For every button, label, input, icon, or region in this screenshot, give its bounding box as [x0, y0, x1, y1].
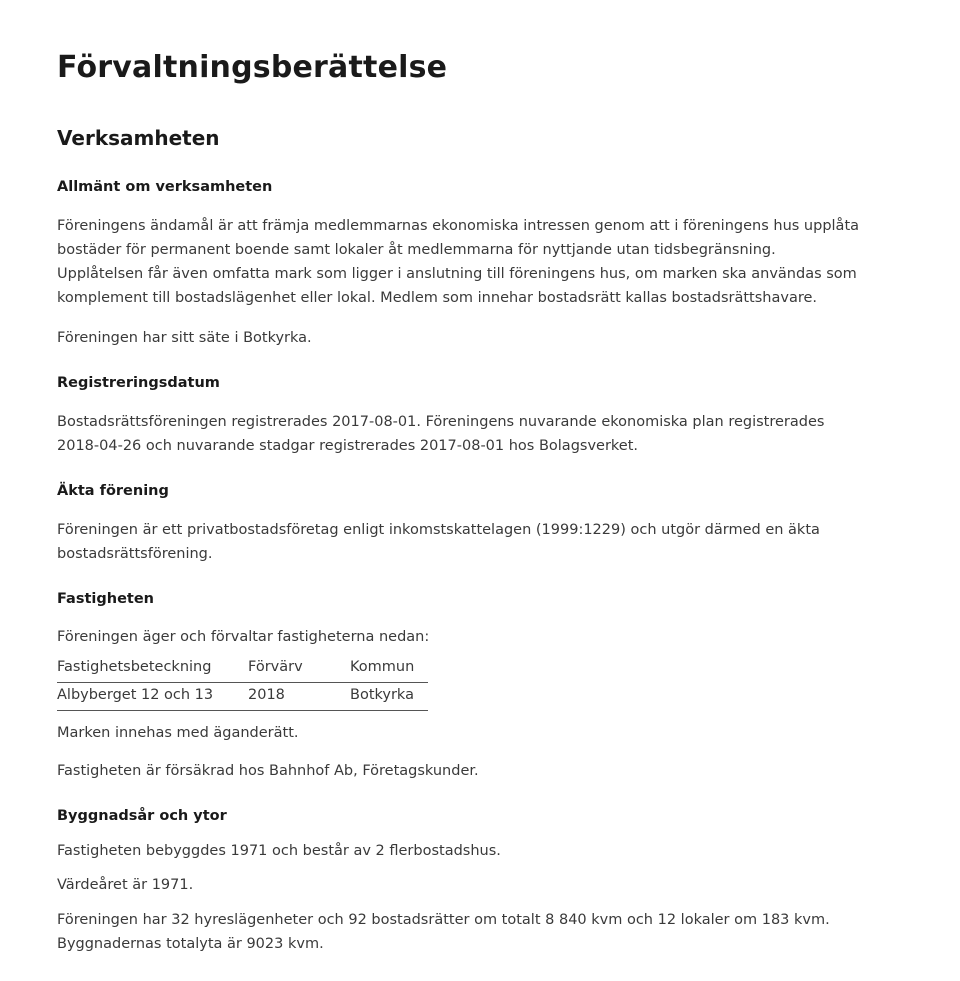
heading-fastigheten: Fastigheten [57, 591, 154, 607]
allmant-line-4: komplement till bostadslägenhet eller lokal. Medlem som innehar bostadsrätt kallas bostadsrättshavare. [57, 290, 817, 306]
registrering-line-2: 2018-04-26 och nuvarande stadgar registrerades 2017-08-01 hos Bolagsverket. [57, 438, 639, 454]
fastigheten-forsakring: Fastigheten är försäkrad hos Bahnhof Ab, Företagskunder. [57, 763, 479, 779]
fastigheten-mark: Marken innehas med äganderätt. [57, 725, 299, 741]
allmant-line-3: Upplåtelsen får även omfatta mark som ligger i anslutning till föreningens hus, om marken ska användas som [57, 266, 857, 282]
column-header-kommun: Kommun [350, 659, 415, 675]
heading-byggnadsar: Byggnadsår och ytor [57, 808, 227, 824]
fastigheten-intro: Föreningen äger och förvaltar fastigheterna nedan: [57, 629, 430, 645]
section-heading-verksamheten: Verksamheten [57, 126, 220, 150]
table-header-row [57, 655, 428, 683]
byggnad-ytor-line-1: Föreningen har 32 hyreslägenheter och 92 bostadsrätter om totalt 8 840 kvm och 12 lokaler om 183 kvm. [57, 912, 830, 928]
allmant-sate: Föreningen har sitt säte i Botkyrka. [57, 330, 312, 346]
byggnad-ytor-line-2: Byggnadernas totalyta är 9023 kvm. [57, 936, 324, 952]
page-title: Förvaltningsberättelse [57, 50, 448, 85]
cell-forvarv: 2018 [248, 687, 285, 703]
byggnad-bebyggdes: Fastigheten bebyggdes 1971 och består av 2 flerbostadshus. [57, 843, 501, 859]
akta-line-2: bostadsrättsförening. [57, 546, 213, 562]
akta-line-1: Föreningen är ett privatbostadsföretag enligt inkomstskattelagen (1999:1229) och utgör därmed en äkta [57, 522, 820, 538]
heading-allmant: Allmänt om verksamheten [57, 179, 273, 195]
byggnad-vardear: Värdeåret är 1971. [57, 877, 194, 893]
column-header-fastighetsbeteckning: Fastighetsbeteckning [57, 659, 212, 675]
column-header-forvarv: Förvärv [248, 659, 303, 675]
heading-registreringsdatum: Registreringsdatum [57, 375, 220, 391]
registrering-line-1: Bostadsrättsföreningen registrerades 2017-08-01. Föreningens nuvarande ekonomiska plan registrerades [57, 414, 825, 430]
cell-fastighetsbeteckning: Albyberget 12 och 13 [57, 687, 214, 703]
table-row [57, 683, 428, 711]
fastighet-table [57, 655, 428, 711]
heading-akta-forening: Äkta förening [57, 483, 169, 499]
cell-kommun: Botkyrka [350, 687, 414, 703]
allmant-line-2: bostäder för permanent boende samt lokaler åt medlemmarna för nyttjande utan tidsbegränsning. [57, 242, 776, 258]
allmant-line-1: Föreningens ändamål är att främja medlemmarnas ekonomiska intressen genom att i föreningens hus upplåta [57, 218, 860, 234]
